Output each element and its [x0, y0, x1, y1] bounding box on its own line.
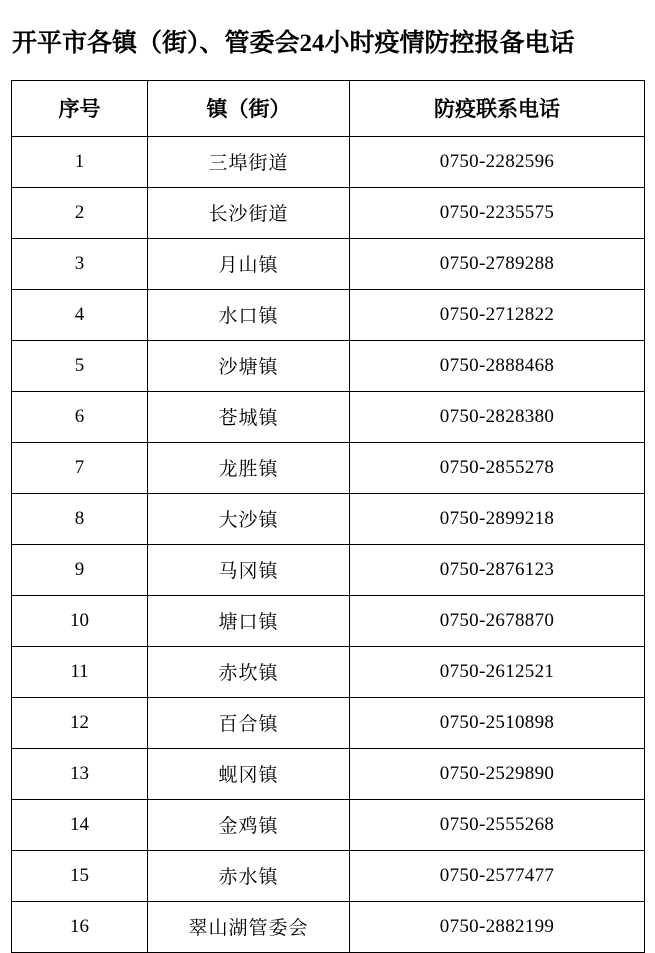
cell-town: 长沙街道	[148, 187, 350, 238]
table-row	[12, 799, 645, 850]
cell-town: 苍城镇	[148, 391, 350, 442]
cell-phone: 0750-2235575	[350, 187, 645, 238]
cell-town: 金鸡镇	[148, 799, 350, 850]
cell-town: 龙胜镇	[148, 442, 350, 493]
cell-index: 3	[12, 238, 148, 289]
table-row	[12, 136, 645, 187]
cell-index: 4	[12, 289, 148, 340]
cell-town: 翠山湖管委会	[148, 901, 350, 952]
cell-town: 月山镇	[148, 238, 350, 289]
cell-phone: 0750-2899218	[350, 493, 645, 544]
cell-index: 14	[12, 799, 148, 850]
table-row	[12, 340, 645, 391]
cell-index: 10	[12, 595, 148, 646]
cell-index: 16	[12, 901, 148, 952]
cell-index: 6	[12, 391, 148, 442]
table-row	[12, 697, 645, 748]
cell-phone: 0750-2712822	[350, 289, 645, 340]
table-row	[12, 442, 645, 493]
cell-phone: 0750-2855278	[350, 442, 645, 493]
cell-town: 沙塘镇	[148, 340, 350, 391]
cell-phone: 0750-2510898	[350, 697, 645, 748]
cell-phone: 0750-2555268	[350, 799, 645, 850]
column-header-town: 镇（街）	[148, 80, 350, 136]
cell-phone: 0750-2882199	[350, 901, 645, 952]
table-body	[12, 136, 645, 952]
table-row	[12, 595, 645, 646]
cell-town: 马冈镇	[148, 544, 350, 595]
table-header	[12, 80, 645, 136]
cell-town: 赤水镇	[148, 850, 350, 901]
cell-phone: 0750-2888468	[350, 340, 645, 391]
cell-index: 9	[12, 544, 148, 595]
cell-index: 5	[12, 340, 148, 391]
cell-index: 2	[12, 187, 148, 238]
cell-index: 8	[12, 493, 148, 544]
cell-index: 15	[12, 850, 148, 901]
cell-phone: 0750-2612521	[350, 646, 645, 697]
cell-town: 赤坎镇	[148, 646, 350, 697]
cell-phone: 0750-2789288	[350, 238, 645, 289]
table-row	[12, 391, 645, 442]
cell-phone: 0750-2577477	[350, 850, 645, 901]
cell-phone: 0750-2828380	[350, 391, 645, 442]
cell-index: 12	[12, 697, 148, 748]
table-row	[12, 289, 645, 340]
column-header-index: 序号	[12, 80, 148, 136]
cell-phone: 0750-2876123	[350, 544, 645, 595]
cell-phone: 0750-2282596	[350, 136, 645, 187]
emergency-phone-table	[11, 80, 645, 953]
cell-phone: 0750-2529890	[350, 748, 645, 799]
table-row	[12, 901, 645, 952]
table-row	[12, 850, 645, 901]
cell-town: 水口镇	[148, 289, 350, 340]
cell-index: 7	[12, 442, 148, 493]
table-row	[12, 544, 645, 595]
table-row	[12, 493, 645, 544]
cell-town: 百合镇	[148, 697, 350, 748]
cell-index: 13	[12, 748, 148, 799]
cell-town: 三埠街道	[148, 136, 350, 187]
page-title: 开平市各镇（街）、管委会24小时疫情防控报备电话	[12, 30, 575, 57]
table-row	[12, 238, 645, 289]
cell-index: 1	[12, 136, 148, 187]
cell-town: 大沙镇	[148, 493, 350, 544]
cell-phone: 0750-2678870	[350, 595, 645, 646]
cell-town: 塘口镇	[148, 595, 350, 646]
table-row	[12, 187, 645, 238]
cell-index: 11	[12, 646, 148, 697]
table-header-row	[12, 80, 645, 136]
column-header-phone: 防疫联系电话	[350, 80, 645, 136]
cell-town: 蚬冈镇	[148, 748, 350, 799]
table-row	[12, 748, 645, 799]
table-row	[12, 646, 645, 697]
